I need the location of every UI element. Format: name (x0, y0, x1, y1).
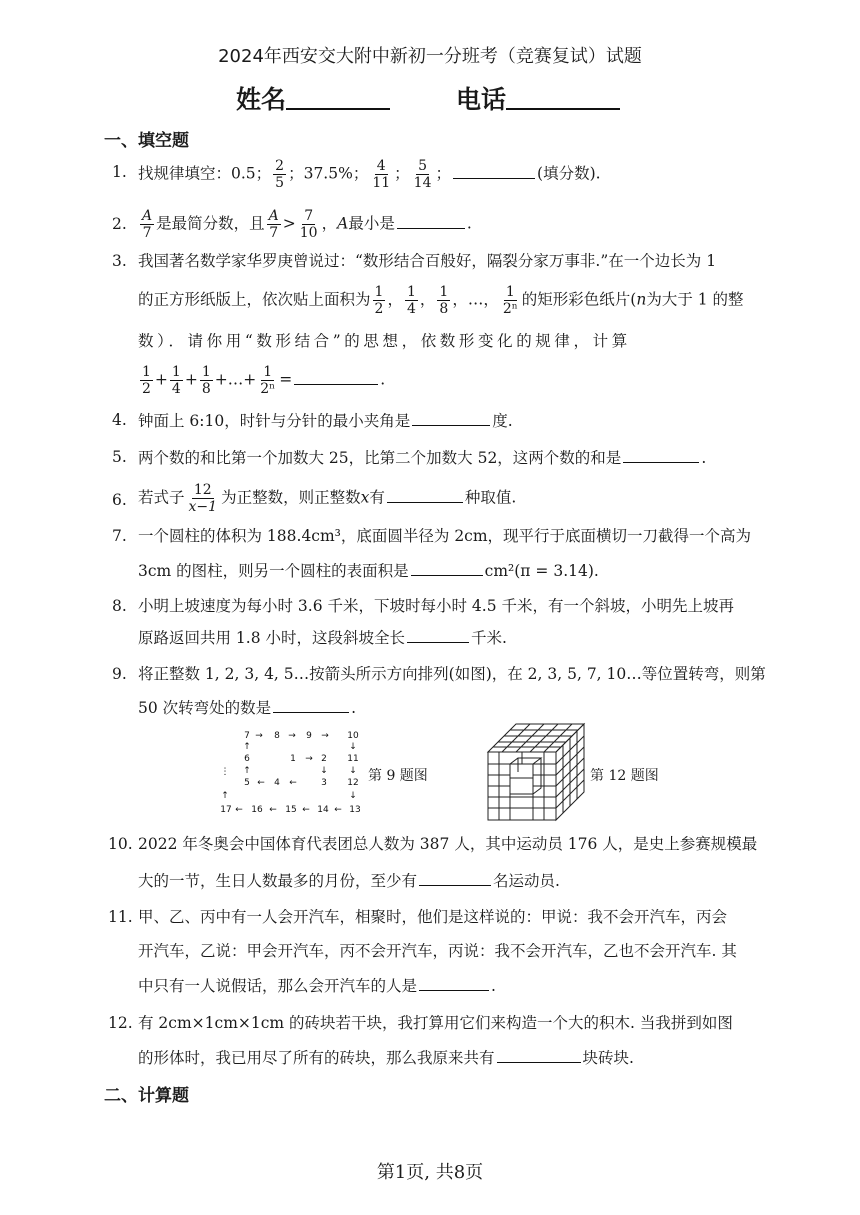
spiral-number: 10 (347, 731, 359, 741)
section-fill-in-heading: 一、填空题 (104, 131, 189, 151)
fraction (373, 284, 386, 317)
denominator: 7 (269, 225, 279, 241)
spiral-number: 13 (349, 805, 361, 815)
fraction (405, 284, 418, 317)
left-arrow-icon: ← (235, 805, 243, 815)
spiral-number: 16 (251, 805, 263, 815)
denominator: 11 (372, 175, 391, 191)
numerator: 5 (418, 158, 428, 174)
q10-line-1: 2022 年冬奥会中国体育代表团总人数为 387 人，其中运动员 176 人，是史上参赛规模最 (138, 835, 758, 853)
spiral-number: 17 (220, 805, 232, 815)
q7-line-1: 一个圆柱的体积为 188.4cm³，底面圆半径为 2cm，现平行于底面横切一刀截得一个高为 (138, 527, 752, 545)
name-phone-row (0, 80, 860, 116)
q1-text-b: ；37.5%； (288, 164, 369, 183)
up-arrow-icon: ↑ (243, 742, 251, 752)
denominator: 2ⁿ (260, 381, 276, 397)
denominator: 5 (275, 175, 285, 191)
answer-blank[interactable] (273, 697, 349, 713)
numerator: A (142, 208, 153, 224)
q3-line-1: 我国著名数学家华罗庚曾说过：“数形结合百般好，隔裂分家万事非.”在一个边长为 1 (138, 252, 717, 270)
question-number: 6. (112, 491, 127, 509)
down-arrow-icon: ↓ (349, 766, 357, 776)
brick-cube-figure (486, 722, 586, 822)
right-arrow-icon: → (288, 731, 296, 741)
q8-text-a: 原路返回共用 1.8 小时，这段斜坡全长 (138, 629, 406, 647)
q5-text-b: . (701, 449, 707, 467)
q1-text-c: ； (394, 164, 410, 183)
up-arrow-icon: ↑ (243, 766, 251, 776)
answer-blank[interactable] (419, 870, 491, 886)
spiral-number: 14 (317, 805, 329, 815)
numerator: 1 (374, 284, 384, 300)
q2-variable: A (337, 214, 349, 233)
question-number: 3. (112, 252, 127, 270)
q3-text-d: 为大于 1 的整 (646, 290, 744, 309)
figure-9-caption: 第 9 题图 (368, 768, 428, 784)
answer-blank[interactable] (623, 447, 699, 463)
denominator: 8 (201, 381, 211, 397)
question-number: 8. (112, 597, 127, 615)
denominator: 4 (171, 381, 181, 397)
q3-text-a: 的正方形纸版上，依次贴上面积为 (138, 290, 371, 309)
q9-text-b: . (351, 699, 357, 717)
q6-variable-x: x (360, 488, 370, 507)
down-arrow-icon: ↓ (349, 791, 357, 801)
denominator: 14 (413, 175, 432, 191)
denominator: 2 (142, 381, 151, 397)
q8-text-b: 千米. (471, 629, 507, 647)
left-arrow-icon: ← (257, 778, 265, 788)
question-number: 10. (108, 835, 133, 853)
q4-text-b: 度. (492, 412, 513, 430)
q11-line-1: 甲、乙、丙中有一人会开汽车，相聚时，他们是这样说的：甲说：我不会开汽车，丙会 (138, 908, 728, 926)
q7-text-a: 3cm 的图柱，则另一个圆柱的表面积是 (138, 562, 409, 580)
spiral-number: 1 (290, 754, 296, 764)
exam-title: 2024年西安交大附中新初一分班考（竞赛复试）试题 (218, 46, 642, 67)
q11-text-b: . (491, 977, 496, 995)
figure-12-caption: 第 12 题图 (590, 768, 659, 784)
left-arrow-icon: ← (334, 805, 342, 815)
question-number: 5. (112, 448, 127, 466)
section-calculation-heading: 二、计算题 (104, 1086, 189, 1106)
answer-blank[interactable] (411, 560, 483, 576)
numerator: 2 (275, 158, 285, 174)
q2-text-a: 是最简分数，且 (156, 214, 265, 233)
answer-blank[interactable] (453, 163, 535, 179)
q1-text-d: ； (435, 164, 452, 183)
question-number: 1. (112, 163, 127, 181)
q2-text-d: 最小是 (348, 214, 395, 233)
answer-blank[interactable] (412, 410, 490, 426)
spiral-number: 3 (321, 778, 327, 788)
numerator: 7 (304, 208, 314, 224)
denominator: 2 (374, 301, 384, 317)
plus: + (154, 370, 168, 389)
fraction (140, 364, 153, 397)
spiral-number: 9 (306, 731, 312, 741)
q12-text-a: 的形体时，我已用尽了所有的砖块，那么我原来共有 (138, 1049, 495, 1067)
q11-line-2: 开汽车，乙说：甲会开汽车，丙不会开汽车，丙说：我不会开汽车，乙也不会开汽车. 其 (138, 942, 737, 960)
fraction (258, 364, 277, 397)
fraction (437, 284, 450, 317)
denominator: 10 (299, 225, 318, 241)
q2-text-b: ， (321, 214, 338, 233)
plus: + (184, 370, 198, 389)
spiral-number: 15 (285, 805, 297, 815)
spiral-number: 12 (347, 778, 359, 788)
left-arrow-icon: ← (302, 805, 310, 815)
q1-text-e: (填分数). (537, 164, 601, 183)
fraction (273, 158, 286, 191)
numerator: 1 (505, 284, 515, 300)
numerator: 4 (376, 158, 386, 174)
question-number: 2. (112, 215, 127, 233)
fraction (170, 364, 183, 397)
period: . (380, 370, 386, 389)
page-footer: 第1页, 共8页 (376, 1162, 484, 1183)
denominator: 4 (406, 301, 416, 317)
q2-text-e: . (466, 214, 472, 233)
down-arrow-icon: ↓ (349, 742, 357, 752)
right-arrow-icon: → (321, 731, 329, 741)
q9-line-1: 将正整数 1, 2, 3, 4, 5…按箭头所示方向排列(如图)，在 2, 3, 5, 7, 10…等位置转弯，则第 (138, 665, 766, 683)
numerator: 1 (171, 364, 181, 380)
denominator: 8 (439, 301, 449, 317)
question-number: 9. (112, 665, 127, 683)
left-arrow-icon: ← (289, 778, 297, 788)
q3-variable-n: n (636, 290, 647, 309)
fraction (200, 364, 213, 397)
numerator: 12 (193, 482, 212, 498)
q6-text-b: 为正整数，则正整数 (221, 488, 361, 507)
fraction (298, 208, 320, 241)
q8-line-1: 小明上坡速度为每小时 3.6 千米，下坡时每小时 4.5 千米，有一个斜坡，小明先上坡再 (138, 597, 735, 615)
numerator: 1 (406, 284, 416, 300)
denominator: 7 (142, 225, 152, 241)
answer-blank[interactable] (497, 1047, 581, 1063)
q12-text-b: 块砖块. (582, 1049, 634, 1067)
question-number: 11. (108, 908, 133, 926)
vertical-ellipsis: ⋮ (220, 767, 230, 777)
q6-text-c: 有 (369, 488, 385, 507)
top-brick-lines (493, 724, 578, 752)
q7-text-b: cm²(π = 3.14). (484, 562, 599, 580)
q6-text-a: 若式子 (138, 488, 185, 507)
numerator: 1 (201, 364, 211, 380)
fraction (267, 208, 281, 241)
question-number: 12. (108, 1014, 133, 1032)
comma: ， (387, 290, 403, 309)
q3-line-3: 数）．请你用“数形结合”的思想，依数形变化的规律，计算 (138, 332, 631, 350)
q4-text-a: 钟面上 6:10，时针与分针的最小夹角是 (138, 412, 411, 430)
right-arrow-icon: → (255, 731, 263, 741)
spiral-number: 6 (244, 754, 250, 764)
name-blank[interactable] (286, 80, 390, 110)
spiral-figure (215, 722, 365, 822)
denominator: x−1 (188, 499, 218, 515)
q9-text-a: 50 次转弯处的数是 (138, 699, 272, 717)
cube-cavity (510, 764, 533, 794)
q12-line-1: 有 2cm×1cm×1cm 的砖块若干块，我打算用它们来构造一个大的积木. 当我拼到如图 (138, 1014, 733, 1032)
fraction (370, 158, 392, 191)
q6-text-d: 种取值. (464, 488, 517, 507)
question-number: 7. (112, 527, 127, 545)
right-arrow-icon: → (305, 754, 313, 764)
spiral-number: 5 (244, 778, 250, 788)
answer-blank[interactable] (419, 975, 489, 991)
denominator: 2ⁿ (502, 301, 518, 317)
name-label: 姓名 (236, 85, 287, 114)
spiral-number: 8 (274, 731, 280, 741)
q10-text-b: 名运动员. (493, 872, 560, 890)
side-brick-lines (556, 731, 584, 813)
left-arrow-icon: ← (269, 805, 277, 815)
down-arrow-icon: ↓ (320, 766, 328, 776)
fraction (412, 158, 434, 191)
answer-blank[interactable] (397, 213, 465, 229)
comma: ， (419, 290, 436, 309)
spiral-number: 2 (321, 754, 327, 764)
phone-blank[interactable] (506, 80, 620, 110)
equals: = (279, 370, 293, 389)
q1-text-a: 找规律填空：0.5； (138, 164, 272, 183)
fraction (501, 284, 520, 317)
q10-text-a: 大的一节，生日人数最多的月份，至少有 (138, 872, 418, 890)
numerator: 1 (263, 364, 273, 380)
answer-blank[interactable] (387, 487, 463, 503)
numerator: 1 (439, 284, 449, 300)
question-number: 4. (112, 411, 127, 429)
numerator: 1 (142, 364, 151, 380)
up-arrow-icon: ↑ (221, 791, 229, 801)
fraction (187, 482, 220, 515)
answer-blank[interactable] (294, 369, 378, 385)
ellipsis: ，…， (452, 290, 499, 309)
q11-text-a: 中只有一人说假话，那么会开汽车的人是 (138, 977, 418, 995)
q5-text-a: 两个数的和比第一个加数大 25，比第二个加数大 52，这两个数的和是 (138, 449, 622, 467)
phone-label: 电话 (456, 85, 507, 114)
q3-text-c: 的矩形彩色纸片( (521, 290, 637, 309)
numerator: A (268, 208, 279, 224)
spiral-number: 7 (244, 731, 250, 741)
greater-than: > (282, 214, 296, 233)
fraction (140, 208, 154, 241)
spiral-number: 11 (347, 754, 359, 764)
answer-blank[interactable] (407, 627, 469, 643)
plus-dots: +…+ (214, 370, 257, 389)
spiral-number: 4 (274, 778, 280, 788)
